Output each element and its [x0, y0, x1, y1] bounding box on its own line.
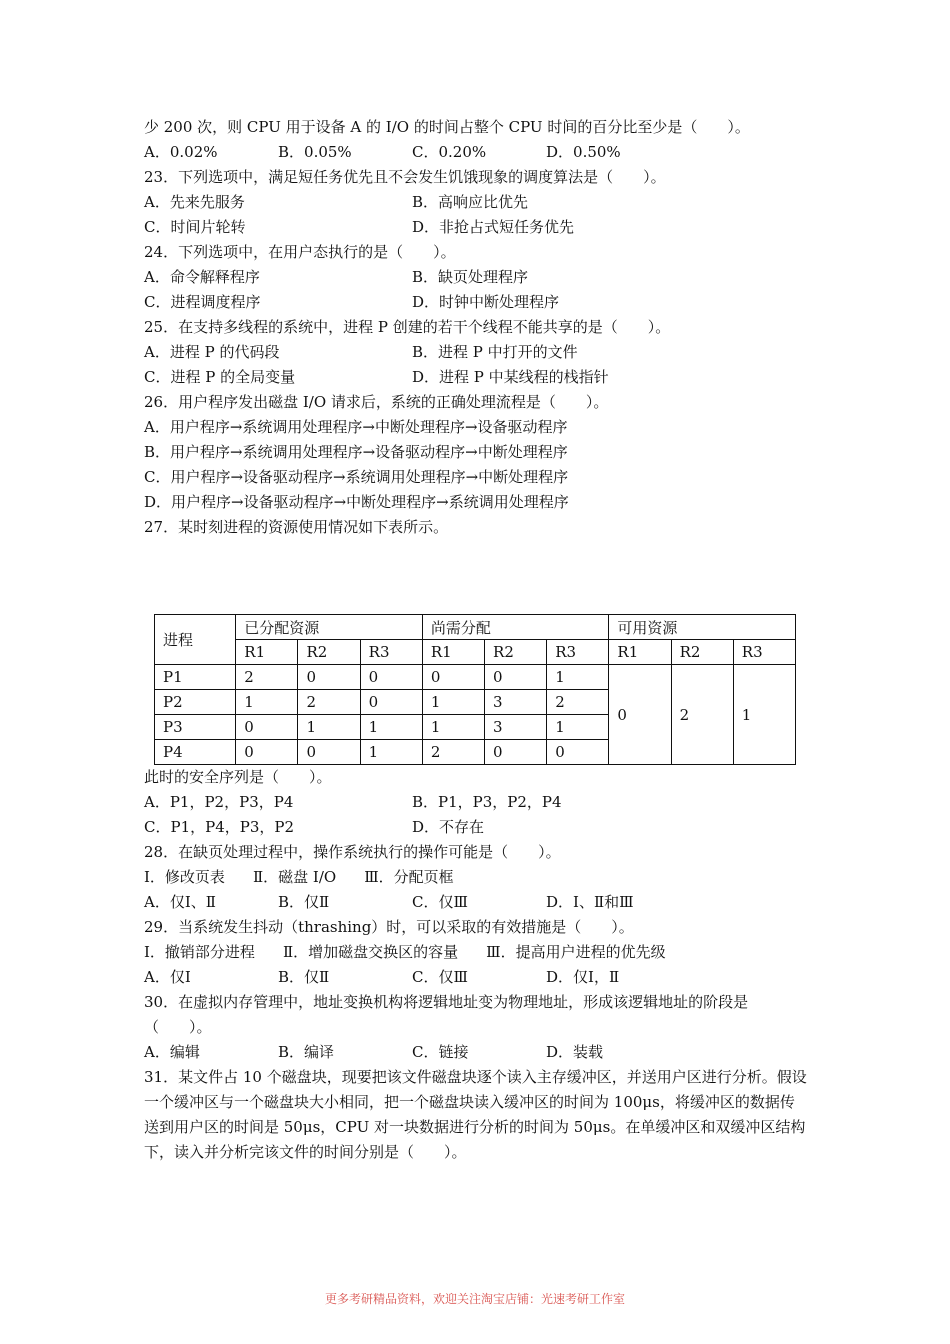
option-d: D．0.50% — [546, 143, 621, 161]
option-b: B．缺页处理程序 — [412, 268, 529, 286]
q25-options-row2 — [144, 365, 809, 390]
subheader: R1 — [422, 640, 484, 665]
option-d: D．用户程序→设备驱动程序→中断处理程序→系统调用处理程序 — [144, 493, 569, 511]
option-a: A．仅Ⅰ、Ⅱ — [144, 893, 216, 911]
option-b: B．进程 P 中打开的文件 — [412, 343, 578, 361]
option-c: C．仅Ⅲ — [412, 893, 468, 911]
q27-options-row2 — [144, 815, 809, 840]
table-cell: 1 — [360, 740, 422, 765]
item-iii: Ⅲ．提高用户进程的优先级 — [486, 943, 666, 961]
subheader: R3 — [547, 640, 609, 665]
header-need: 尚需分配 — [422, 615, 609, 640]
q27-after: 此时的安全序列是（ ）。 — [144, 768, 332, 786]
q30-stem-line1: 30．在虚拟内存管理中，地址变换机构将逻辑地址变为物理地址，形成该逻辑地址的阶段是 — [144, 993, 749, 1011]
subheader: R2 — [485, 640, 547, 665]
q26-stem: 26．用户程序发出磁盘 I/O 请求后，系统的正确处理流程是（ ）。 — [144, 393, 609, 411]
table-row — [155, 665, 796, 690]
option-b: B．仅Ⅱ — [278, 968, 330, 986]
option-b: B．P1，P3，P2，P4 — [412, 793, 562, 811]
table-cell: 1 — [422, 690, 484, 715]
q27-stem: 27．某时刻进程的资源使用情况如下表所示。 — [144, 518, 449, 536]
table-cell: 1 — [547, 715, 609, 740]
subheader: R1 — [609, 640, 671, 665]
q23-stem: 23．下列选项中，满足短任务优先且不会发生饥饿现象的调度算法是（ ）。 — [144, 168, 666, 186]
option-d: D．仅Ⅰ，Ⅱ — [546, 968, 620, 986]
q27-options-row1 — [144, 790, 809, 815]
q28-options — [144, 890, 809, 915]
header-available: 可用资源 — [609, 615, 796, 640]
process-name: P4 — [155, 740, 236, 765]
table-cell: 2 — [298, 690, 360, 715]
header-allocated: 已分配资源 — [236, 615, 423, 640]
option-d: D．进程 P 中某线程的栈指针 — [412, 368, 609, 386]
table-cell: 0 — [422, 665, 484, 690]
option-c: C．P1，P4，P3，P2 — [144, 818, 295, 836]
option-a: A．P1，P2，P3，P4 — [144, 793, 294, 811]
q25-stem: 25．在支持多线程的系统中，进程 P 创建的若干个线程不能共享的是（ ）。 — [144, 318, 671, 336]
q25-options-row1 — [144, 340, 809, 365]
table-cell: 1 — [298, 715, 360, 740]
q22-options — [144, 140, 809, 165]
header-process: 进程 — [155, 615, 236, 665]
subheader: R2 — [671, 640, 733, 665]
subheader: R1 — [236, 640, 298, 665]
q24-options-row2 — [144, 290, 809, 315]
table-cell: 2 — [236, 665, 298, 690]
option-b: B．高响应比优先 — [412, 193, 529, 211]
option-c: C．时间片轮转 — [144, 218, 246, 236]
q29-items — [144, 940, 809, 965]
option-a: A．用户程序→系统调用处理程序→中断处理程序→设备驱动程序 — [144, 418, 568, 436]
option-c: C．链接 — [412, 1043, 469, 1061]
table-cell: 0 — [236, 740, 298, 765]
table-cell: 0 — [360, 665, 422, 690]
option-a: A．编辑 — [144, 1043, 200, 1061]
option-d: D．非抢占式短任务优先 — [412, 218, 575, 236]
q31-stem: 31．某文件占 10 个磁盘块，现要把该文件磁盘块逐个读入主存缓冲区，并送用户区进行分析。假设一个缓冲区与一个磁盘块大小相同，把一个磁盘块读入缓冲区的时间为 100μs，将缓冲区的数据传送到用户区的时间是 50μs，CPU 对一块数据进行分析的时间为 50μs。在单缓冲区和双缓冲区结构下，读入并分析完该文件的时间分别是（ ）。 — [144, 1068, 807, 1161]
option-d: D．不存在 — [412, 818, 485, 836]
table-cell: 1 — [547, 665, 609, 690]
table-cell: 0 — [547, 740, 609, 765]
option-c: C．进程 P 的全局变量 — [144, 368, 296, 386]
q30-options — [144, 1040, 809, 1065]
table-cell: 0 — [236, 715, 298, 740]
available-r1: 0 — [609, 665, 671, 765]
q22-tail: 少 200 次，则 CPU 用于设备 A 的 I/O 的时间占整个 CPU 时间的百分比至少是（ ）。 — [144, 118, 750, 136]
option-b: B．用户程序→系统调用处理程序→设备驱动程序→中断处理程序 — [144, 443, 568, 461]
table-cell: 3 — [485, 690, 547, 715]
process-name: P1 — [155, 665, 236, 690]
table-cell: 2 — [422, 740, 484, 765]
q29-stem: 29．当系统发生抖动（thrashing）时，可以采取的有效措施是（ ）。 — [144, 918, 634, 936]
exam-page — [144, 115, 809, 1165]
option-a: A．仅Ⅰ — [144, 968, 191, 986]
table-cell: 0 — [485, 665, 547, 690]
option-b: B．编译 — [278, 1043, 335, 1061]
spacer — [144, 540, 809, 614]
option-c: C．0.20% — [412, 143, 487, 161]
q23-options-row1 — [144, 190, 809, 215]
subheader: R2 — [298, 640, 360, 665]
available-r2: 2 — [671, 665, 733, 765]
resource-table — [154, 614, 796, 765]
table-cell: 1 — [360, 715, 422, 740]
q29-options — [144, 965, 809, 990]
available-r3: 1 — [733, 665, 795, 765]
option-d: D．装载 — [546, 1043, 604, 1061]
option-a: A．0.02% — [144, 143, 218, 161]
process-name: P2 — [155, 690, 236, 715]
q23-options-row2 — [144, 215, 809, 240]
option-a: A．命令解释程序 — [144, 268, 260, 286]
q30-stem-line2: （ ）。 — [144, 1018, 212, 1036]
option-d: D．Ⅰ、Ⅱ和Ⅲ — [546, 893, 634, 911]
option-c: C．仅Ⅲ — [412, 968, 468, 986]
option-c: C．用户程序→设备驱动程序→系统调用处理程序→中断处理程序 — [144, 468, 569, 486]
item-ii: Ⅱ．增加磁盘交换区的容量 — [282, 943, 459, 961]
subheader: R3 — [360, 640, 422, 665]
item-ii: Ⅱ．磁盘 I/O — [252, 868, 337, 886]
option-c: C．进程调度程序 — [144, 293, 261, 311]
table-cell: 0 — [360, 690, 422, 715]
q28-items — [144, 865, 809, 890]
table-cell: 1 — [422, 715, 484, 740]
option-b: B．仅Ⅱ — [278, 893, 330, 911]
option-a: A．先来先服务 — [144, 193, 245, 211]
option-a: A．进程 P 的代码段 — [144, 343, 280, 361]
table-cell: 3 — [485, 715, 547, 740]
table-cell: 0 — [485, 740, 547, 765]
item-iii: Ⅲ．分配页框 — [364, 868, 454, 886]
table-cell: 0 — [298, 740, 360, 765]
item-i: Ⅰ．撤销部分进程 — [144, 943, 255, 961]
footer-promo: 更多考研精品资料，欢迎关注淘宝店铺：光速考研工作室 — [324, 1292, 625, 1306]
q28-stem: 28．在缺页处理过程中，操作系统执行的操作可能是（ ）。 — [144, 843, 561, 861]
option-b: B．0.05% — [278, 143, 352, 161]
item-i: Ⅰ．修改页表 — [144, 868, 225, 886]
process-name: P3 — [155, 715, 236, 740]
table-cell: 2 — [547, 690, 609, 715]
option-d: D．时钟中断处理程序 — [412, 293, 560, 311]
q24-options-row1 — [144, 265, 809, 290]
table-cell: 1 — [236, 690, 298, 715]
q24-stem: 24．下列选项中，在用户态执行的是（ ）。 — [144, 243, 456, 261]
table-cell: 0 — [298, 665, 360, 690]
subheader: R3 — [733, 640, 795, 665]
